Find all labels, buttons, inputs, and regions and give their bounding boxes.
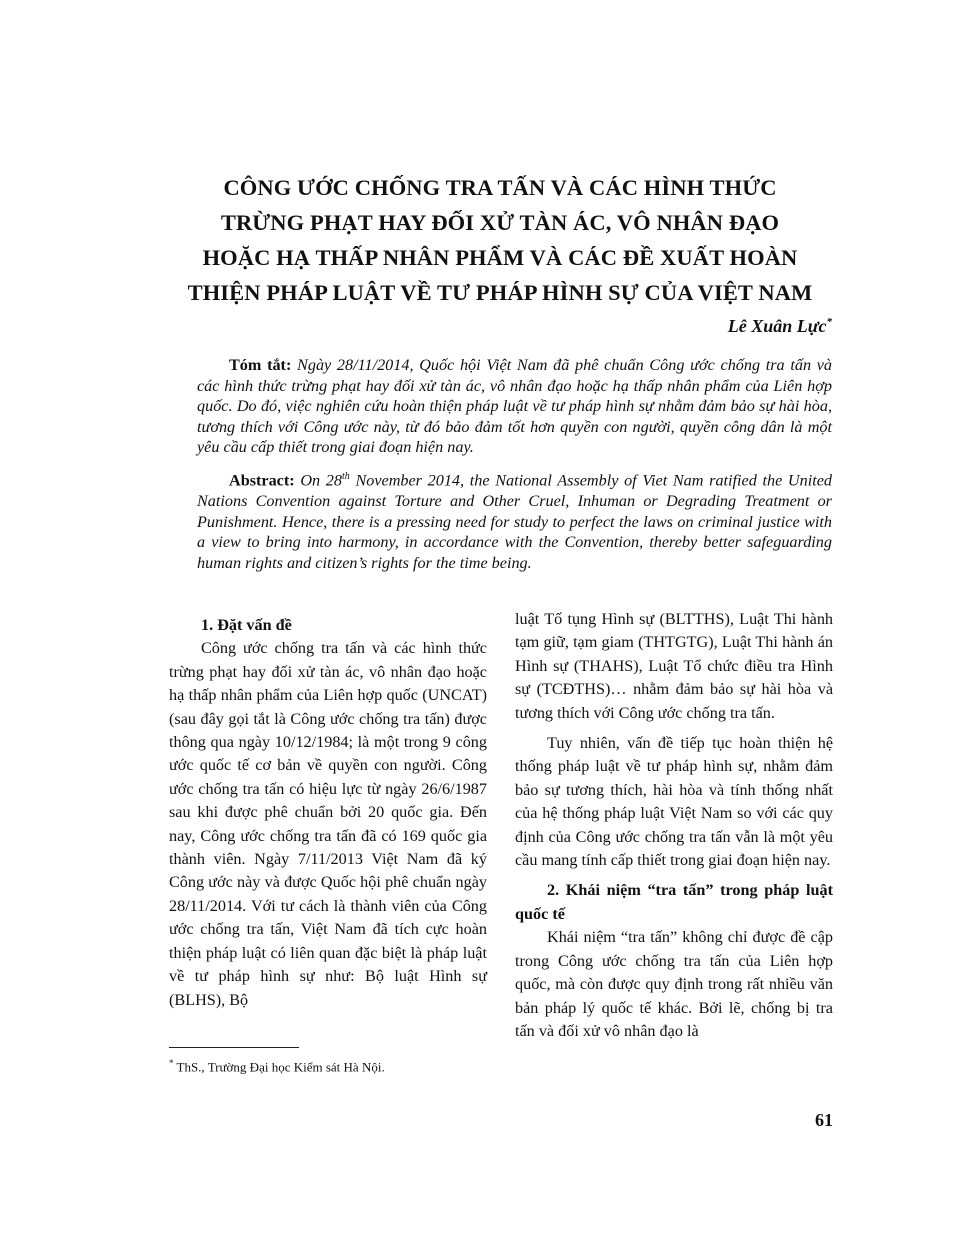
- abstract-text-rest: November 2014, the National Assembly of Viet Nam ratified the United Nations Convention against Torture and Other Cruel, Inhuman or Degrading Treatment or Punishment. Hence, there is a pressing need for study to perfect the laws on criminal justice with a view to bring into harmony, in accordance with the Convention, thereby better safeguarding human rights and citizen’s rights for the time being.: [197, 471, 832, 572]
- title-line: HOẶC HẠ THẤP NHÂN PHẨM VÀ CÁC ĐỀ XUẤT HOÀN: [202, 245, 798, 270]
- footnote-divider: [169, 1047, 299, 1048]
- article-title: [150, 170, 850, 310]
- summary-vietnamese: [197, 355, 832, 458]
- abstract-label: Abstract:: [229, 471, 295, 490]
- title-line: CÔNG ƯỚC CHỐNG TRA TẤN VÀ CÁC HÌNH THỨC: [223, 175, 777, 200]
- section-1-heading: 1. Đặt vấn đề: [201, 616, 292, 634]
- author-name: Lê Xuân Lực: [727, 316, 827, 336]
- paragraph-continued: luật Tố tụng Hình sự (BLTTHS), Luật Thi hành tạm giữ, tạm giam (THTGTG), Luật Thi hành án Hình sự (THAHS), Luật Tổ chức điều tra Hình sự (TCĐTHS)… nhằm đảm bảo sự hài hòa và tương thích với Công ước chống tra tấn.: [515, 610, 833, 722]
- author-footnote-mark: *: [826, 316, 832, 328]
- title-line: THIỆN PHÁP LUẬT VỀ TƯ PHÁP HÌNH SỰ CỦA VIỆT NAM: [187, 280, 813, 305]
- footnote: [169, 1055, 385, 1075]
- summary-english: [197, 467, 832, 573]
- summary-label: Tóm tắt:: [229, 356, 292, 374]
- page-number: 61: [815, 1110, 833, 1130]
- paragraph: Khái niệm “tra tấn” không chỉ được đề cập trong Công ước chống tra tấn của Liên hợp quốc, mà còn được quy định trong rất nhiều văn bản pháp lý quốc tế khác. Bởi lẽ, chống bị tra tấn và đối xử vô nhân đạo là: [515, 928, 833, 1040]
- section-2-heading: 2. Khái niệm “tra tấn” trong pháp luật quốc tế: [515, 881, 833, 923]
- summary-text: Ngày 28/11/2014, Quốc hội Việt Nam đã phê chuẩn Công ước chống tra tấn và các hình thức trừng phạt hay đối xử tàn ác, vô nhân đạo hoặc hạ thấp nhân phẩm của Liên hợp quốc. Do đó, việc nghiên cứu hoàn thiện pháp luật về tư pháp hình sự nhằm đảm bảo sự hài hòa, tương thích với Công ước này, từ đó bảo đảm tốt hơn quyền con người, quyền công dân là một yêu cầu cấp thiết trong giai đoạn hiện nay.: [197, 356, 833, 457]
- footnote-mark: *: [169, 1058, 174, 1068]
- right-column: [515, 608, 833, 1043]
- author: [728, 316, 832, 337]
- footnote-text: ThS., Trường Đại học Kiểm sát Hà Nội.: [176, 1059, 385, 1075]
- paragraph: Tuy nhiên, vấn đề tiếp tục hoàn thiện hệ thống pháp luật về tư pháp hình sự, nhằm đảm bảo sự tương thích, hài hòa và tính thống nhất của hệ thống pháp luật Việt Nam so với các quy định của Công ước chống tra tấn vẫn là một yêu cầu mang tính cấp thiết trong giai đoạn hiện nay.: [515, 734, 833, 870]
- abstract-text-start: On 28: [300, 471, 342, 490]
- left-column: [169, 614, 487, 1012]
- paragraph: Công ước chống tra tấn và các hình thức trừng phạt hay đối xử tàn ác, vô nhân đạo hoặc hạ thấp nhân phẩm của Liên hợp quốc (UNCAT) (sau đây gọi tắt là Công ước chống tra tấn) được thông qua ngày 10/12/1984; là một trong 9 công ước quốc tế cơ bản về quyền con người. Công ước chống tra tấn có hiệu lực từ ngày 26/6/1987 sau khi được phê chuẩn bởi 20 quốc gia. Đến nay, Công ước chống tra tấn đã có 169 quốc gia thành viên. Ngày 7/11/2013 Việt Nam đã ký Công ước này và được Quốc hội phê chuẩn ngày 28/11/2014. Với tư cách là thành viên của Công ước chống tra tấn, Việt Nam đã tích cực hoàn thiện pháp luật có liên quan đặc biệt là pháp luật về tư pháp hình sự như: Bộ luật Hình sự (BLHS), Bộ: [169, 639, 487, 1009]
- title-line: TRỪNG PHẠT HAY ĐỐI XỬ TÀN ÁC, VÔ NHÂN ĐẠO: [220, 210, 780, 235]
- abstract-ordinal-suffix: th: [341, 471, 350, 482]
